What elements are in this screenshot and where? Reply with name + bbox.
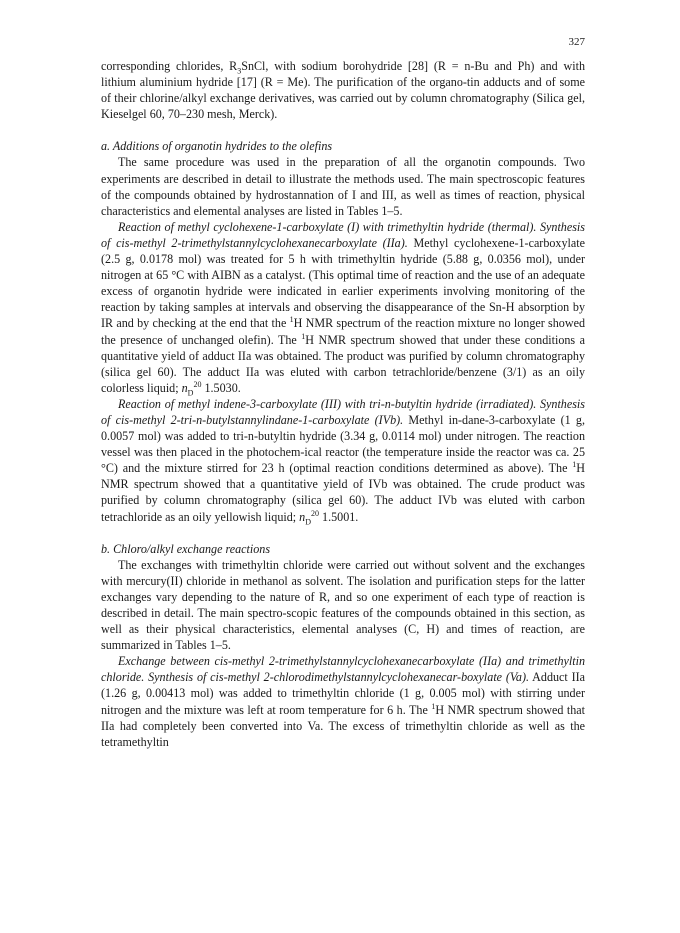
section-heading-a: a. Additions of organotin hydrides to the olefins [101,139,333,154]
paragraph: Reaction of methyl indene-3-carboxylate (III) with tri-n-butyltin hydride (irradiated). Synthesis of cis-methyl 2-tri-n-butylstannylindane-1-carboxylate (IVb). Methyl in-dane-3-carboxylate (1 g, 0.0057 mol) was added to tri-n-butyltin hydride (3.34 g, 0.0114 mol) under nitrogen. The reaction vessel was then placed in the photochem-ical reactor (the temperature inside the reactor was ca. 25 °C) and the mixture stirred for 23 h (optimal reaction conditions determined as above). The $^1$H NMR spectrum showed that a quantitative yield of IVb was obtained. The crude product was purified by column chromatography (silica gel 60). The adduct IVb was eluted with carbon tetrachloride as an oily yellowish liquid; $n_D^{20}$ 1.5001. [101,396,585,526]
paragraph: The same procedure was used in the preparation of all the organotin compounds. Two experiments are described in detail to illustrate the methods used. The main spectroscopic features of the compounds obtained by hydrostannation of I and III, as well as times of reaction, physical characteristics and elemental analyses are listed in Tables 1–5. [101,155,585,218]
text-column [101,58,585,750]
paragraph: The exchanges with trimethyltin chloride were carried out without solvent and the exchanges with mercury(II) chloride in methanol as solvent. The isolation and purification steps for the latter exchanges vary depending to the nature of R, and so one experiment of each type of reaction is described in detail. The main spectro-scopic features of the compounds obtained in this section, as well as their physical characteristics, elemental analyses (C, H) and times of reaction, are summarized in Tables 1–5. [101,557,585,653]
paragraph: corresponding chlorides, $R_3SnCl$, with sodium borohydride [28] (R = n-Bu and Ph) and with lithium aluminium hydride [17] (R = Me). The purification of the organo-tin adducts and of some of their chlorine/alkyl exchange derivatives, was carried out by column chromatography (Silica gel, Kieselgel 60, 70–230 mesh, Merck). [101,59,585,122]
paragraph: Reaction of methyl cyclohexene-1-carboxylate (I) with trimethyltin hydride (thermal). Synthesis of cis-methyl 2-trimethylstannylcyclohexanecarboxylate (IIa). Methyl cyclohexene-1-carboxylate (2.5 g, 0.0178 mol) was treated for 5 h with trimethyltin hydride (5.88 g, 0.0356 mol), under nitrogen at 65 °C with AIBN as a catalyst. (This optimal time of reaction and the use of an adequate excess of organotin hydride were indicated in earlier experiments involving monitoring of the reaction by taking samples at intervals and observing the disappearance of the Sn-H absorption by IR and by checking at the end that the $^1$H NMR spectrum of the reaction mixture no longer showed the presence of unchanged olefin). The $^1$H NMR spectrum showed that under these conditions a quantitative yield of adduct IIa was obtained. The product was purified by column chromatography (silica gel 60). The adduct IIa was eluted with carbon tetrachloride/benzene (3/1) as an oily colorless liquid; $n_D^{20}$ 1.5030. [101,219,585,398]
page-number: 327 [568,36,585,48]
paragraph: Exchange between cis-methyl 2-trimethylstannylcyclohexanecarboxylate (IIa) and trimethyltin chloride. Synthesis of cis-methyl 2-chlorodimethylstannylcyclohexanecar-boxylate (Va). Adduct IIa (1.26 g, 0.00413 mol) was added to trimethyltin chloride (1 g, 0.005 mol) with stirring under nitrogen and the mixture was left at room temperature for 6 h. The $^1$H NMR spectrum showed that IIa had completely been converted into Va. The excess of trimethyltin chloride as well as the tetramethyltin [101,654,586,749]
section-heading-b: b. Chloro/alkyl exchange reactions [101,541,271,556]
